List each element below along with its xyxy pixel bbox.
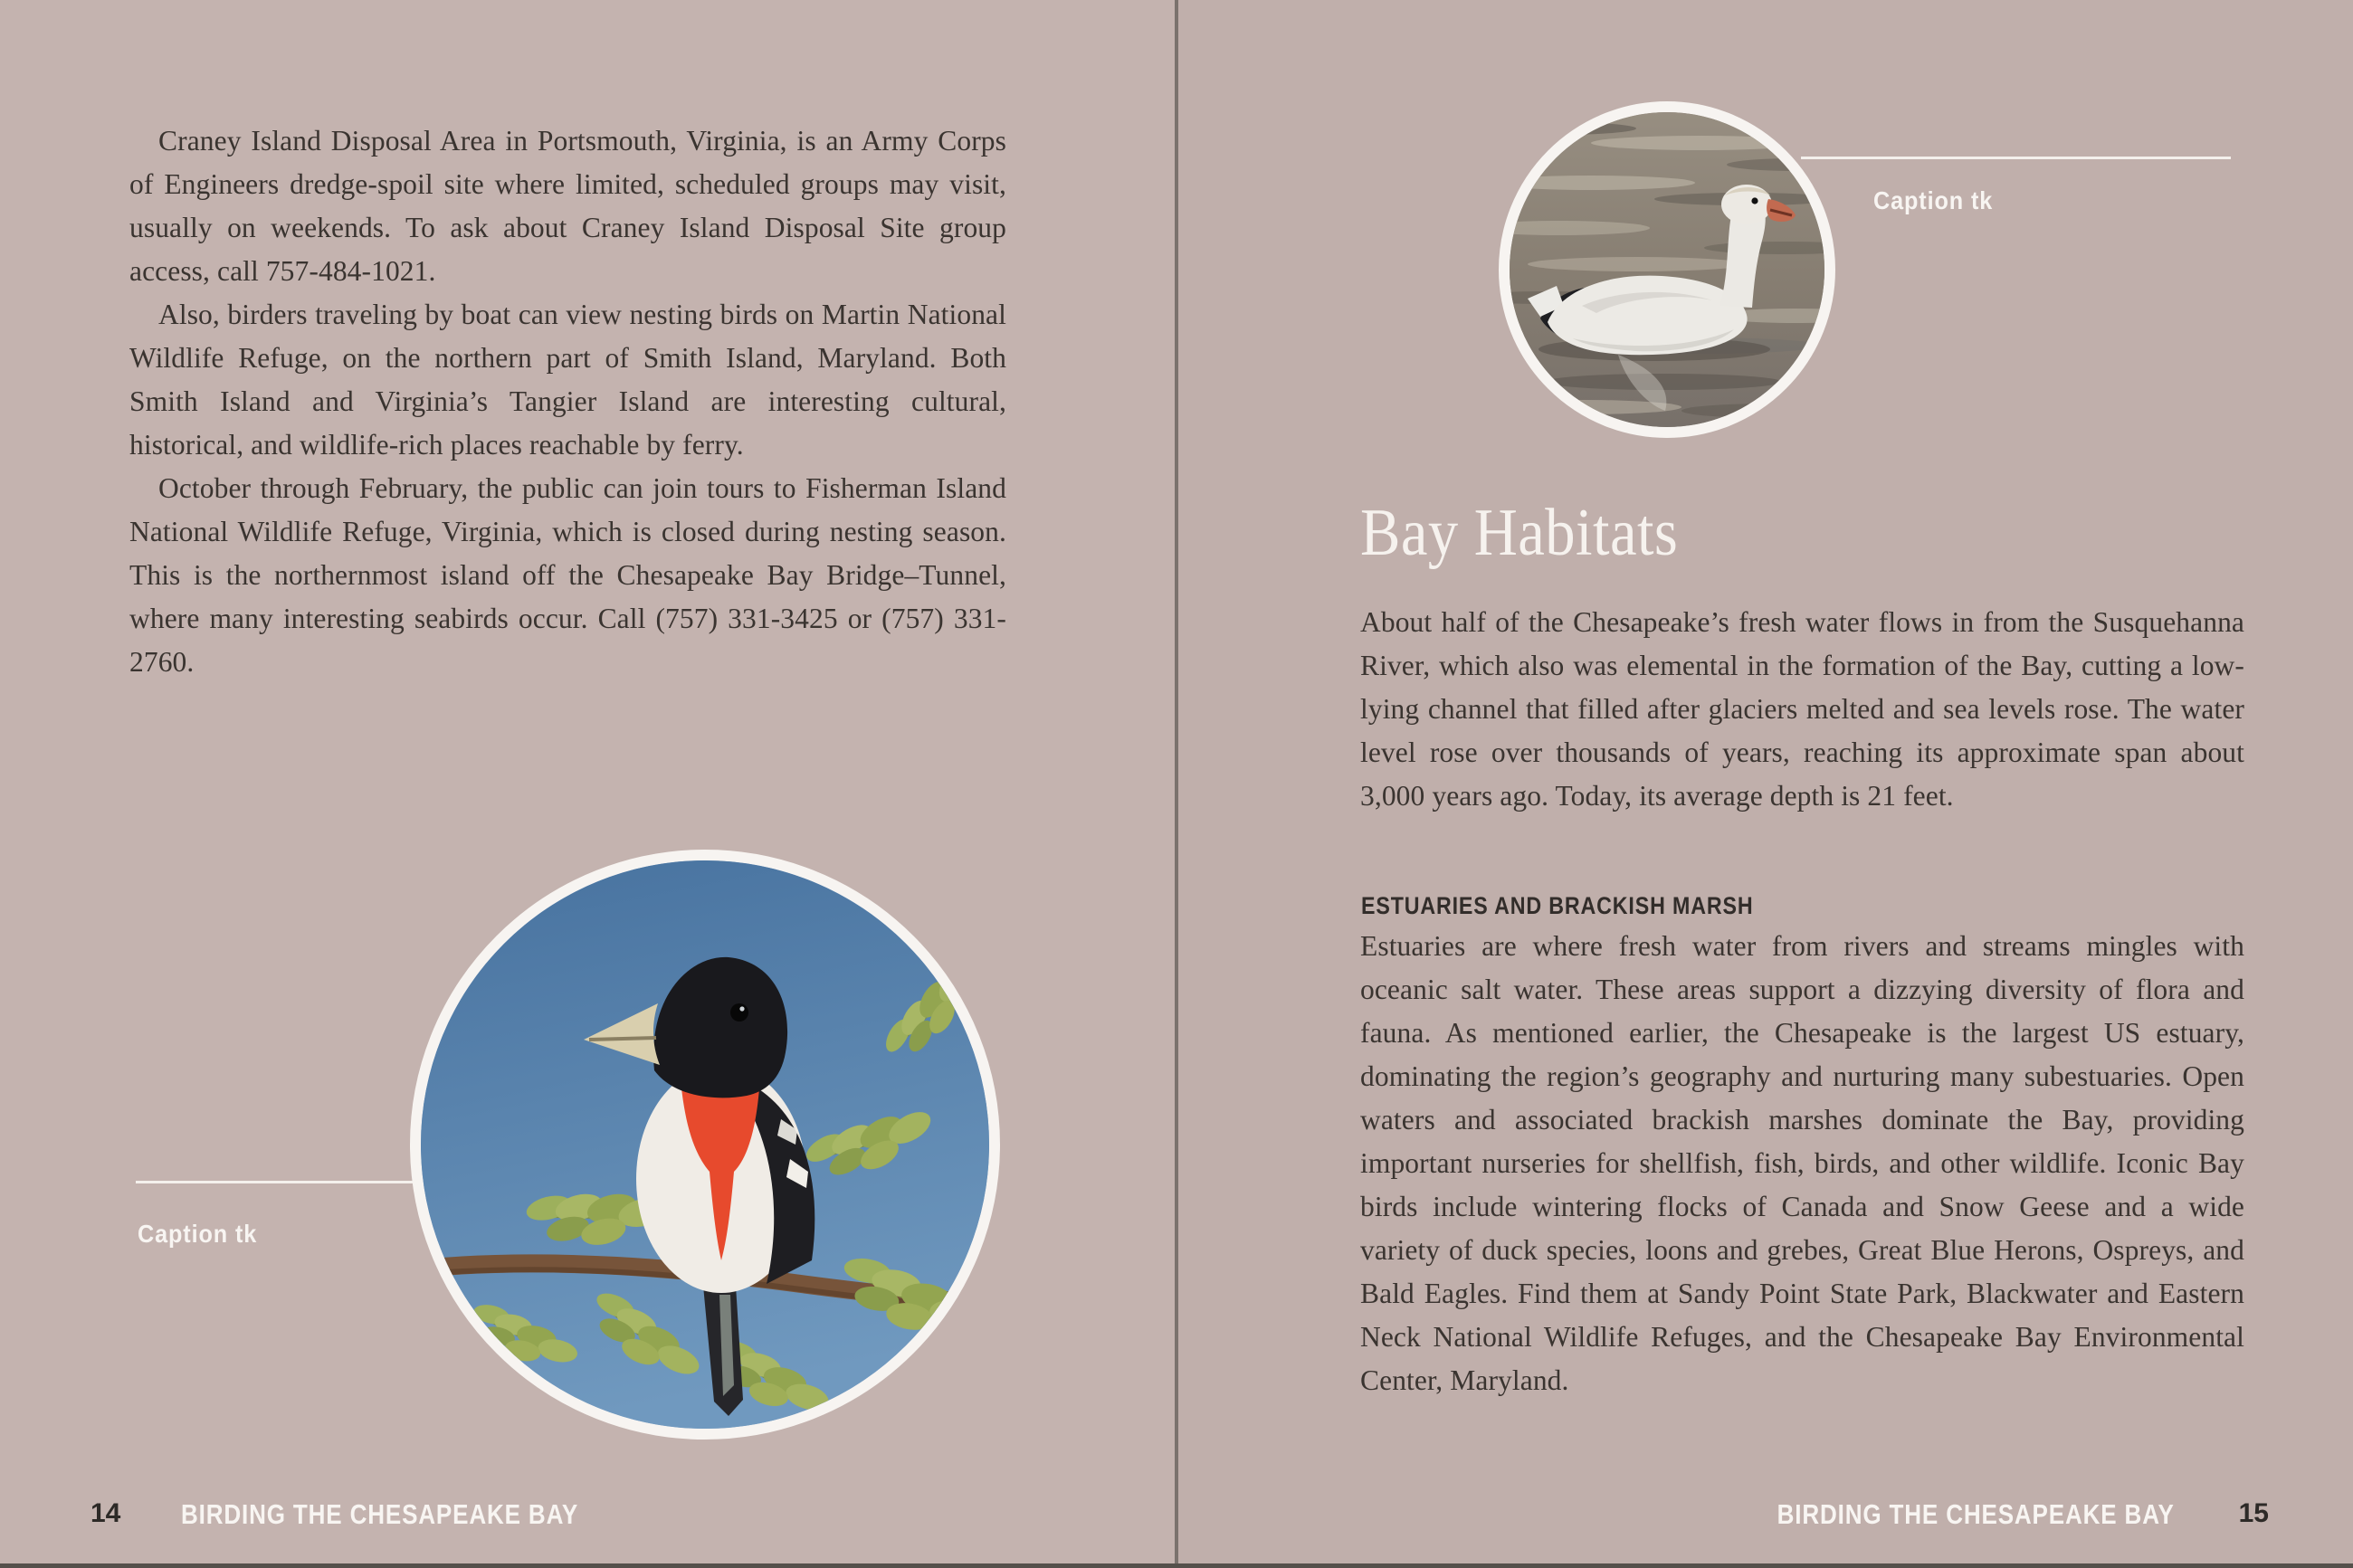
right-running-title: BIRDING THE CHESAPEAKE BAY [1777, 1498, 2175, 1530]
right-page-number: 15 [2238, 1498, 2269, 1528]
paragraph-estuaries: Estuaries are where fresh water from rivers and streams mingles with oceanic salt water. These areas support a dizzying diversity of flora and fauna. As mentioned earlier, the Chesapeake is the largest US estuary, dominating the region’s geography and nurturing many subestuaries. Open waters and associated brackish marshes dominate the Bay, providing important nurseries for shellfish, fish, birds, and other wildlife. Iconic Bay birds include wintering flocks of Canada and Snow Geese and a wide variety of duck species, loons and grebes, Great Blue Herons, Ospreys, and Bald Eagles. Find them at Sandy Point State Park, Blackwater and Eastern Neck National Wildlife Refuges, and the Chesapeake Bay Environmental Center, Maryland. [1360, 930, 2244, 1396]
page-left [0, 0, 1175, 1568]
left-running-title: BIRDING THE CHESAPEAKE BAY [181, 1498, 579, 1530]
right-caption-rule [1801, 157, 2231, 159]
subsection-heading: ESTUARIES AND BRACKISH MARSH [1361, 892, 1754, 919]
snow-goose-illustration [1510, 112, 1824, 427]
intro-paragraph [1360, 601, 2244, 818]
section-heading: Bay Habitats [1360, 496, 1679, 570]
left-caption-rule [136, 1181, 421, 1183]
page-right [1178, 0, 2353, 1568]
paragraph-craney-island: Craney Island Disposal Area in Portsmouth, Virginia, is an Army Corps of Engineers dredge-spoil site where limited, scheduled groups may visit, usually on weekends. To ask about Craney Island Disposal Site group access, call 757-484-1021. [129, 125, 1006, 287]
paragraph-martin-refuge: Also, birders traveling by boat can view nesting birds on Martin National Wildlife Refuge, on the northern part of Smith Island, Maryland. Both Smith Island and Virginia’s Tangier Island are interesting cultural, historical, and wildlife-rich places reachable by ferry. [129, 299, 1006, 461]
snow-goose-photo [1499, 101, 1835, 438]
left-page-number: 14 [90, 1498, 121, 1528]
left-photo-caption: Caption tk [138, 1220, 258, 1248]
right-photo-caption: Caption tk [1873, 186, 1994, 214]
grosbeak-photo [410, 850, 1000, 1440]
page-bottom-edge [0, 1563, 2353, 1568]
paragraph-bay-formation: About half of the Chesapeake’s fresh water flows in from the Susquehanna River, which also was elemental in the formation of the Bay, cutting a low-lying channel that filled after glaciers melted and sea levels rose. The water level rose over thousands of years, reaching its approximate span about 3,000 years ago. Today, its average depth is 21 feet. [1360, 606, 2244, 812]
estuaries-paragraph [1360, 925, 2244, 1402]
grosbeak-illustration [421, 860, 989, 1429]
paragraph-fisherman-island: October through February, the public can join tours to Fisherman Island National Wildlife Refuge, Virginia, which is closed during nesting season. This is the northernmost island off the Chesapeake Bay Bridge–Tunnel, where many interesting seabirds occur. Call (757) 331-3425 or (757) 331-2760. [129, 472, 1006, 678]
gutter-divider [1175, 0, 1178, 1568]
left-body-text [129, 119, 1006, 684]
